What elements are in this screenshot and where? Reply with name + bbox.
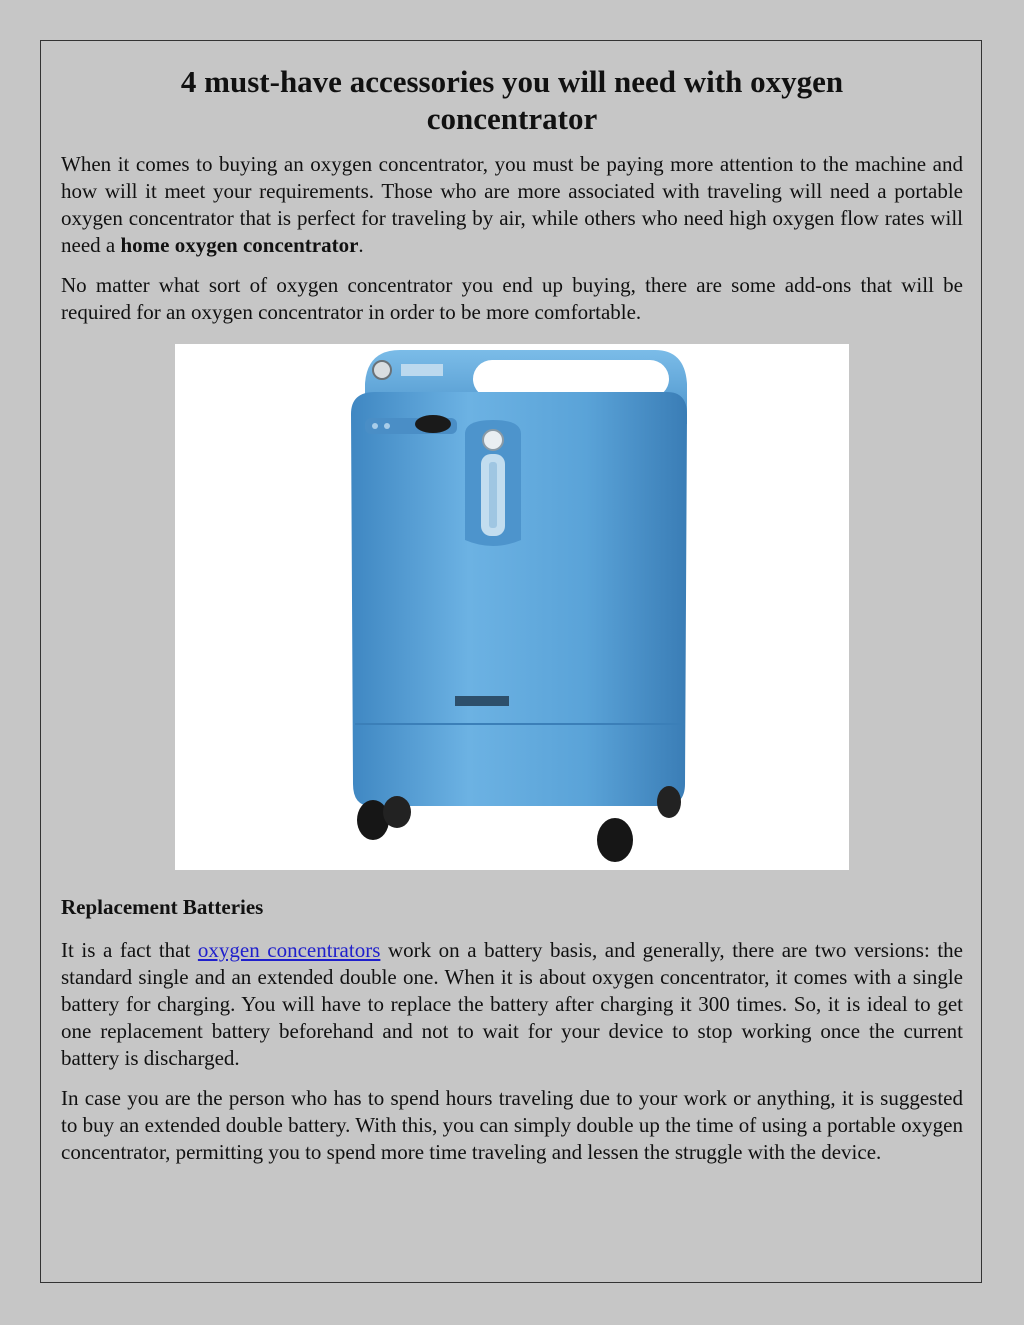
document-page [40, 40, 982, 1283]
power-switch-icon [373, 361, 391, 379]
section-heading-replacement-batteries: Replacement Batteries [61, 895, 264, 919]
intro-paragraph-2: No matter what sort of oxygen concentrator you end up buying, there are some add-ons that will be required for an oxygen concentrator in order to be more comfortable. [61, 273, 963, 324]
wheel-back-right [657, 786, 681, 818]
wheel-back-left [383, 796, 411, 828]
oxygen-concentrator-illustration [175, 344, 849, 870]
wheel-front-right [597, 818, 633, 862]
batteries-paragraph-1-start: It is a fact that [61, 938, 198, 962]
oxygen-concentrator-image [175, 344, 849, 870]
intro-paragraph-1-end: . [358, 233, 364, 257]
intro-paragraph-1 [61, 151, 963, 259]
label-plate [401, 364, 443, 376]
batteries-paragraph-2: In case you are the person who has to spend hours traveling due to your work or anything, it is suggested to buy an extended double battery. With this, you can simply double up the time of using a portable oxygen concentrator, permitting you to spend more time traveling and lessen the struggle with the device. [61, 1086, 963, 1164]
home-oxygen-concentrator-bold: home oxygen concentrator [120, 233, 359, 257]
oxygen-concentrators-link[interactable]: oxygen concentrators [197, 938, 381, 962]
brand-badge [455, 696, 509, 706]
flow-knob-icon [415, 415, 451, 433]
document-content [61, 63, 963, 1179]
batteries-paragraph-1-rest: work on a battery basis, and generally, there are two versions: the standard single and an extended double one. When it is about oxygen concentrator, it comes with a single battery for charging. You will have to replace the battery after charging it 300 times. So, it is ideal to get one replacement battery beforehand and not to wait for your device to stop working once the current battery is discharged. [61, 938, 963, 1070]
page-title: 4 must-have accessories you will need with oxygen concentrator [180, 64, 844, 136]
intro-paragraph-1-text: When it comes to buying an oxygen concentrator, you must be paying more attention to the machine and how will it meet your requirements. Those who are more associated with traveling will need a portable oxygen concentrator that is perfect for traveling by air, while others who need high oxygen flow rates will need a [61, 152, 963, 257]
batteries-paragraph-1 [61, 937, 963, 1072]
flowmeter-knob-icon [483, 430, 503, 450]
